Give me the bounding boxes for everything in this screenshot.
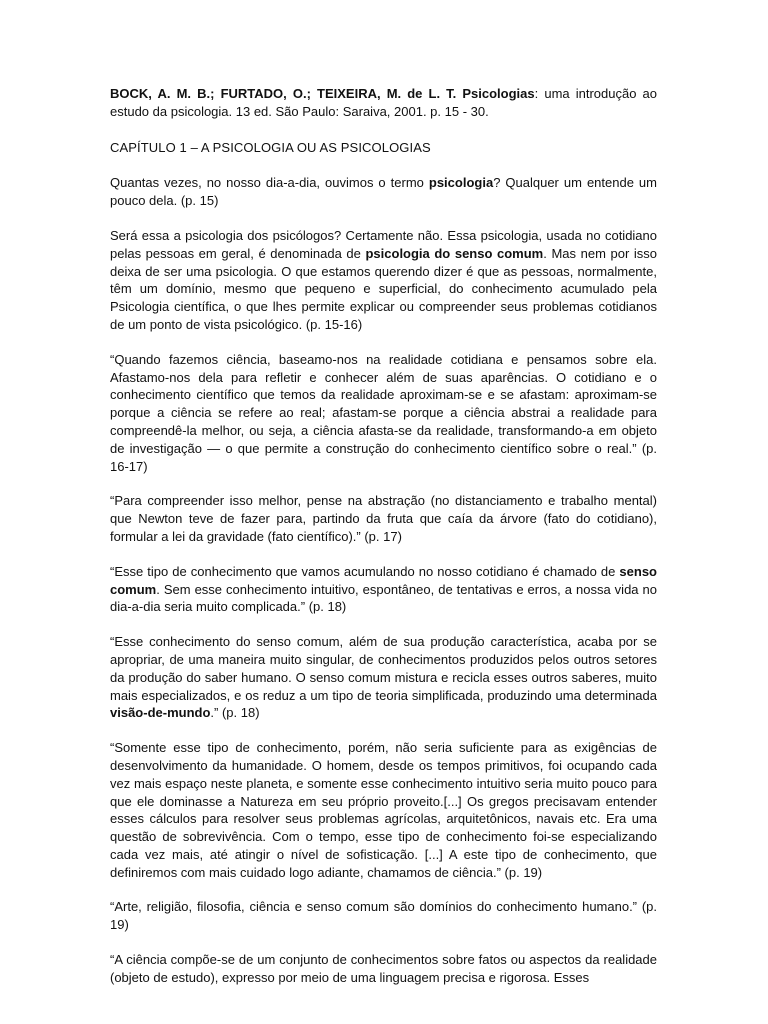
paragraph-8-quote: “Arte, religião, filosofia, ciência e senso comum são domínios do conhecimento humano.” (p. 19) <box>110 899 657 933</box>
paragraph-5-quote <box>110 563 657 616</box>
paragraph-1-text-c: ? Qualquer um entende um pouco dela. (p. 15) <box>110 175 657 209</box>
document-page <box>110 85 657 1004</box>
citation-prefix: BOCK, A. M. B.; FURTADO, O.; TEIXEIRA, M. de L. T. <box>110 86 463 101</box>
paragraph-5-text-c: . Sem esse conhecimento intuitivo, espontâneo, de tentativas e erros, a nossa vida no dia-a-dia seria muito complicada.” (p. 18) <box>110 581 657 615</box>
paragraph-1-text-a: Quantas vezes, no nosso dia-a-dia, ouvimos o termo <box>110 175 429 191</box>
paragraph-6-quote <box>110 633 657 722</box>
paragraph-9-quote: “A ciência compõe-se de um conjunto de conhecimentos sobre fatos ou aspectos da realidade (objeto de estudo), expresso por meio de uma linguagem precisa e rigorosa. Esses <box>110 952 657 985</box>
paragraph-4-quote: “Para compreender isso melhor, pense na abstração (no distanciamento e trabalho mental) que Newton teve de fazer para, partindo da fruta que caía da árvore (fato do cotidiano), formular a lei da gravidade (fato científico).” (p. 17) <box>110 493 657 544</box>
paragraph-5-bold-term: senso comum <box>110 563 657 597</box>
paragraph-6-text-c: .” (p. 18) <box>210 705 260 721</box>
paragraph-1-bold-term: psicologia <box>428 175 494 191</box>
paragraph-7-quote: “Somente esse tipo de conhecimento, porém, não seria suficiente para as exigências de desenvolvimento da humanidade. O homem, desde os tempos primitivos, foi ocupando cada vez mais espaço neste planeta, e somente esse conhecimento intuitivo seria muito pouco para que ele dominasse a Natureza em seu próprio proveito.[...] Os gregos precisavam entender esses cálculos para resolver seus problemas agrícolas, arquitetônicos, navais etc. Era uma questão de sobrevivência. Com o tempo, esse tipo de conhecimento foi-se especializando cada vez mais, até atingir o nível de sofisticação. [...] A este tipo de conhecimento, que definiremos com mais cuidado logo adiante, chamamos de ciência.” (p. 19) <box>110 740 657 880</box>
paragraph-2-text-c: . Mas nem por isso deixa de ser uma psicologia. O que estamos querendo dizer é que as pessoas, normalmente, têm um domínio, mesmo que pequeno e superficial, do conhecimento acumulado pela Psicologia científica, o que lhes permite explicar ou compreender seus problemas cotidianos de um ponto de vista psicológico. (p. 15-16) <box>110 245 657 332</box>
paragraph-2 <box>110 227 657 334</box>
paragraph-1 <box>110 174 657 210</box>
paragraph-2-bold-term: psicologia do senso comum <box>365 245 544 261</box>
chapter-title: CAPÍTULO 1 – A PSICOLOGIA OU AS PSICOLOGIAS <box>110 139 431 155</box>
paragraph-6-bold-term: visão-de-mundo <box>110 705 211 721</box>
paragraph-3-quote: “Quando fazemos ciência, baseamo-nos na realidade cotidiana e pensamos sobre ela. Afastamo-nos dela para refletir e conhecer além de suas aparências. O cotidiano e o conhecimento científico que temos da realidade aproximam-se e se afastam: aproximam-se porque a ciência se refere ao real; afastam-se porque a ciência abstrai a realidade para compreendê-la melhor, ou seja, a ciência afasta-se da realidade, transformando-a em objeto de investigação — o que permite a construção do conhecimento científico sobre o real.” (p. 16-17) <box>110 351 657 474</box>
bibliographic-citation <box>110 85 657 121</box>
paragraph-6-text-a: “Esse conhecimento do senso comum, além de sua produção característica, acaba por se apropriar, de uma maneira muito singular, de conhecimentos produzidos pelos outros setores da produção do saber humano. O senso comum mistura e recicla esses outros saberes, muito mais especializados, e os reduz a um tipo de teoria simplificada, produzindo uma determinada <box>110 634 657 703</box>
citation-suffix: : uma introdução ao estudo da psicologia. 13 ed. São Paulo: Saraiva, 2001. p. 15 - 30. <box>110 86 657 119</box>
paragraph-2-text-a: Será essa a psicologia dos psicólogos? Certamente não. Essa psicologia, usada no cotidiano pelas pessoas em geral, é denominada de <box>110 227 657 261</box>
paragraph-5-text-a: “Esse tipo de conhecimento que vamos acumulando no nosso cotidiano é chamado de <box>110 563 620 579</box>
citation-title: Psicologias <box>462 86 535 101</box>
